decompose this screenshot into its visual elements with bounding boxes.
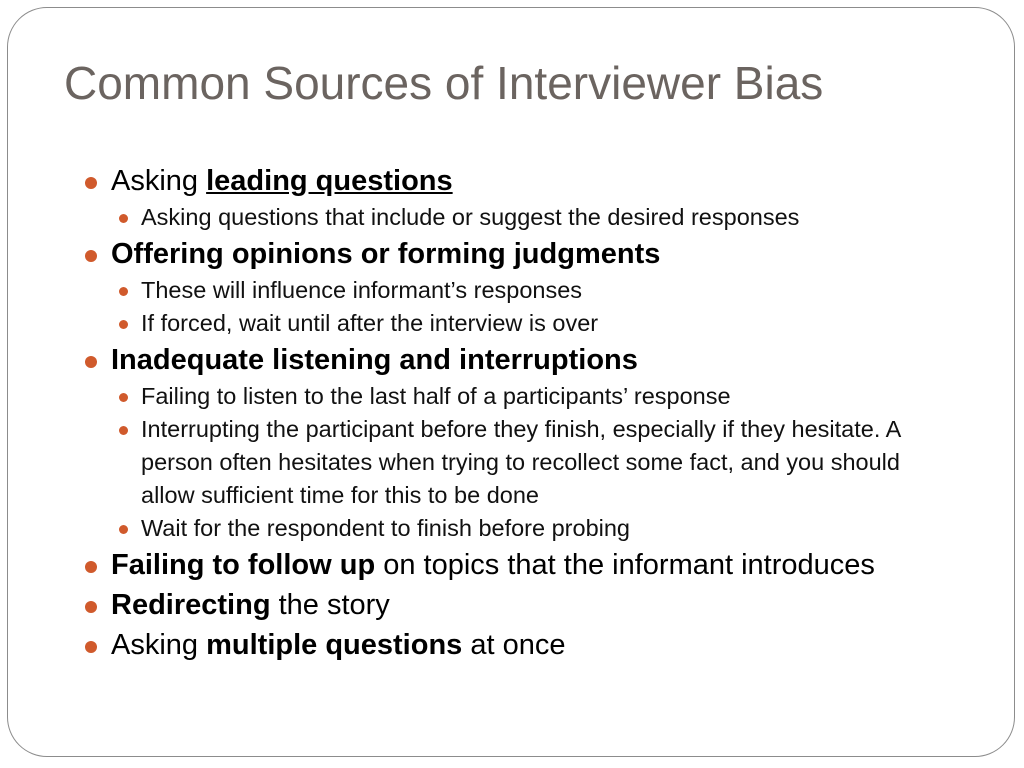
sub-bullet-item: [80, 413, 960, 512]
bullet-item-redirecting: [80, 586, 960, 625]
bullet-dot-icon: [85, 601, 97, 613]
sub-bullet-item: [80, 307, 960, 340]
sub-item-text: Asking questions that include or suggest the desired responses: [141, 204, 800, 230]
bullet-dot-icon: [119, 214, 128, 223]
sub-item-text: These will influence informant’s responses: [141, 277, 583, 303]
bullet-item-opinions: [80, 235, 960, 274]
item-suffix: the story: [270, 589, 390, 621]
bullet-dot-icon: [85, 250, 97, 262]
item-emphasis: Offering opinions or forming judgments: [111, 238, 661, 270]
sub-item-text: Failing to listen to the last half of a participants’ response: [141, 383, 731, 409]
slide-title: Common Sources of Interviewer Bias: [64, 57, 824, 109]
item-suffix: on topics that the informant introduces: [375, 549, 875, 581]
bullet-dot-icon: [85, 177, 97, 189]
bullet-item-multiple-questions: [80, 626, 960, 665]
item-emphasis: Failing to follow up: [111, 549, 376, 581]
sub-bullet-item: [80, 380, 960, 413]
item-suffix: at once: [462, 629, 566, 661]
bullet-item-follow-up: [80, 546, 960, 585]
sub-bullet-item: [80, 512, 960, 545]
sub-item-text: Interrupting the participant before they finish, especially if they hesitate. A person often hesitates when trying to recollect some fact, and you should allow sufficient time for this to be done: [141, 416, 900, 508]
sub-bullet-item: [80, 274, 960, 307]
sub-item-text: Wait for the respondent to finish before probing: [141, 515, 631, 541]
bullet-dot-icon: [119, 426, 128, 435]
bullet-dot-icon: [119, 320, 128, 329]
bullet-item-leading-questions: [80, 162, 960, 201]
bullet-dot-icon: [85, 641, 97, 653]
sub-bullet-item: [80, 201, 960, 234]
bullet-dot-icon: [85, 356, 97, 368]
slide: [7, 7, 1015, 757]
item-prefix: Asking: [111, 165, 207, 197]
bullet-dot-icon: [119, 525, 128, 534]
item-emphasis: multiple questions: [206, 629, 463, 661]
bullet-dot-icon: [119, 393, 128, 402]
item-emphasis: Inadequate listening and interruptions: [111, 344, 638, 376]
bullet-item-listening: [80, 341, 960, 380]
item-emphasis: leading questions: [206, 165, 453, 197]
bullet-dot-icon: [85, 561, 97, 573]
item-emphasis: Redirecting: [111, 589, 271, 621]
sub-item-text: If forced, wait until after the interview is over: [141, 310, 599, 336]
bullet-dot-icon: [119, 287, 128, 296]
bullet-list: [80, 161, 960, 665]
item-prefix: Asking: [111, 629, 207, 661]
